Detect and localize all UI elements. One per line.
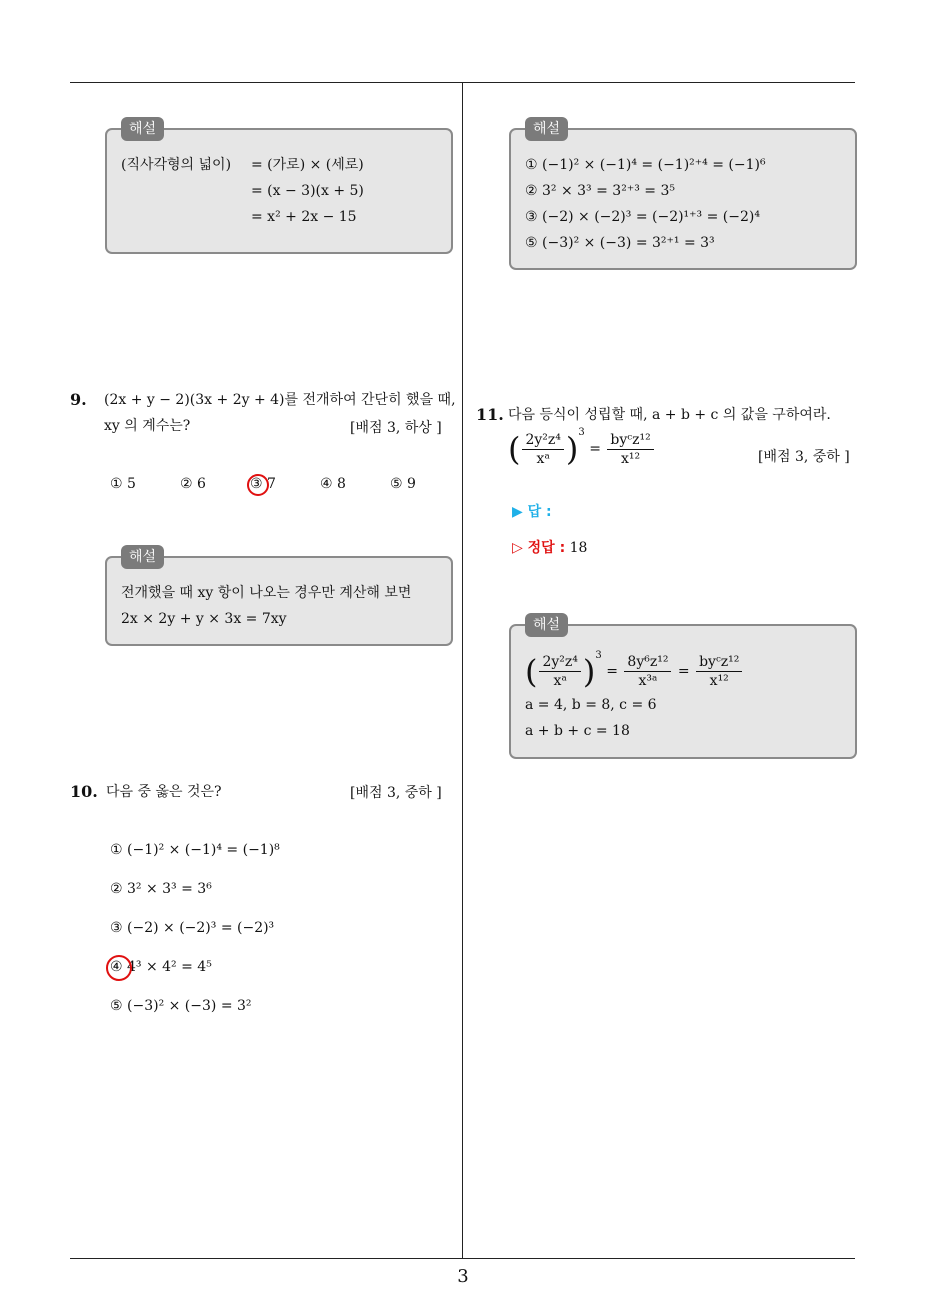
- solution-box-q11: [509, 617, 857, 759]
- answer-circle-mark: [247, 474, 269, 496]
- solution-box-q10: [509, 121, 857, 270]
- fraction: $\frac{\text{2y²z⁴}}{\text{xᵃ}}$: [539, 653, 580, 690]
- page-number: 3: [457, 1266, 469, 1287]
- question-text-10: 다음 중 옳은 것은?: [106, 784, 222, 800]
- solution-line: 전개했을 때 xy 항이 나오는 경우만 계산해 보면: [121, 585, 412, 601]
- solution-line: [121, 178, 437, 204]
- choice-5[interactable]: ⑤ (−3)² × (−3) = 3²: [110, 998, 252, 1014]
- answer-label: ▶ 답 :: [512, 504, 552, 520]
- choice-1[interactable]: ① 5: [110, 476, 136, 492]
- solution-line: a + b + c = 18: [525, 722, 630, 739]
- solution-line: ( $\frac{\text{2y²z⁴}}{\text{xᵃ}}$ )$^3$ = $\frac{\text{8y⁶z¹²}}{\text{x³ᵃ}}$ = $\frac{\text{byᶜz¹²}}{\text{x¹²}}$: [525, 648, 841, 692]
- question-number-11: 11.: [476, 405, 504, 424]
- bottom-rule: [70, 1258, 855, 1259]
- question-line: (2x + y − 2)(3x + 2y + 4)를 전개하여 간단히 했을 때,: [104, 392, 456, 408]
- solution-line: ③ (−2) × (−2)³ = (−2)¹⁺³ = (−2)⁴: [525, 209, 760, 225]
- choice-4[interactable]: ④ 4³ × 4² = 4⁵: [110, 959, 212, 975]
- choice-1[interactable]: ① (−1)² × (−1)⁴ = (−1)⁸: [110, 842, 280, 858]
- fraction: $\frac{\text{8y⁶z¹²}}{\text{x³ᵃ}}$: [624, 653, 671, 690]
- solution-rhs: = (x − 3)(x + 5): [251, 183, 364, 199]
- solution-tag: 해설: [525, 613, 568, 637]
- fraction: $\frac{\text{byᶜz¹²}}{\text{x¹²}}$: [607, 431, 653, 468]
- fraction: $\frac{\text{byᶜz¹²}}{\text{x¹²}}$: [696, 653, 742, 690]
- solution-line: [121, 204, 437, 230]
- correct-answer-row: [512, 537, 587, 557]
- choice-4[interactable]: ④ 8: [320, 476, 346, 492]
- question-text-11: 다음 등식이 성립할 때, a + b + c 의 값을 구하여라.: [508, 407, 831, 423]
- question-number-9: 9.: [70, 390, 87, 409]
- solution-line: ⑤ (−3)² × (−3) = 3²⁺¹ = 3³: [525, 235, 715, 251]
- choice-2[interactable]: ② 3² × 3³ = 3⁶: [110, 881, 212, 897]
- solution-tag: 해설: [121, 117, 164, 141]
- solution-tag: 해설: [525, 117, 568, 141]
- choice-2[interactable]: ② 6: [180, 476, 206, 492]
- choice-row-9: [110, 476, 440, 500]
- choice-3[interactable]: ③ 7: [250, 476, 276, 492]
- solution-line: a = 4, b = 8, c = 6: [525, 696, 657, 713]
- choice-3[interactable]: ③ (−2) × (−2)³ = (−2)³: [110, 920, 275, 936]
- column-divider: [462, 83, 463, 1259]
- question-line: xy 의 계수는?: [104, 418, 191, 434]
- question-number-10: 10.: [70, 782, 98, 801]
- answer-circle-mark: [106, 955, 132, 981]
- correct-label: ▷ 정답 :: [512, 540, 566, 556]
- choice-5[interactable]: ⑤ 9: [390, 476, 416, 492]
- solution-line: ② 3² × 3³ = 3²⁺³ = 3⁵: [525, 183, 675, 199]
- solution-rhs: = (가로) × (세로): [251, 157, 364, 173]
- solution-box-q9: [105, 549, 453, 646]
- question-meta-11: [배점 3, 중하 ]: [758, 449, 850, 465]
- question-equation-11: ( $\frac{\text{2y²z⁴}}{\text{xᵃ}}$ )$^3$ = $\frac{\text{byᶜz¹²}}{\text{x¹²}}$: [508, 430, 656, 468]
- correct-value: 18: [569, 540, 588, 556]
- solution-line: ① (−1)² × (−1)⁴ = (−1)²⁺⁴ = (−1)⁶: [525, 157, 766, 173]
- solution-box-q8: [105, 121, 453, 254]
- question-meta-10: [배점 3, 중하 ]: [350, 785, 442, 801]
- question-meta-9: [배점 3, 하상 ]: [350, 420, 442, 436]
- solution-lhs: (직사각형의 넓이): [121, 157, 232, 173]
- solution-line: [121, 152, 437, 178]
- solution-rhs: = x² + 2x − 15: [251, 209, 357, 225]
- solution-line: 2x × 2y + y × 3x = 7xy: [121, 611, 287, 627]
- fraction: $\frac{\text{2y²z⁴}}{\text{xᵃ}}$: [522, 431, 563, 468]
- solution-tag: 해설: [121, 545, 164, 569]
